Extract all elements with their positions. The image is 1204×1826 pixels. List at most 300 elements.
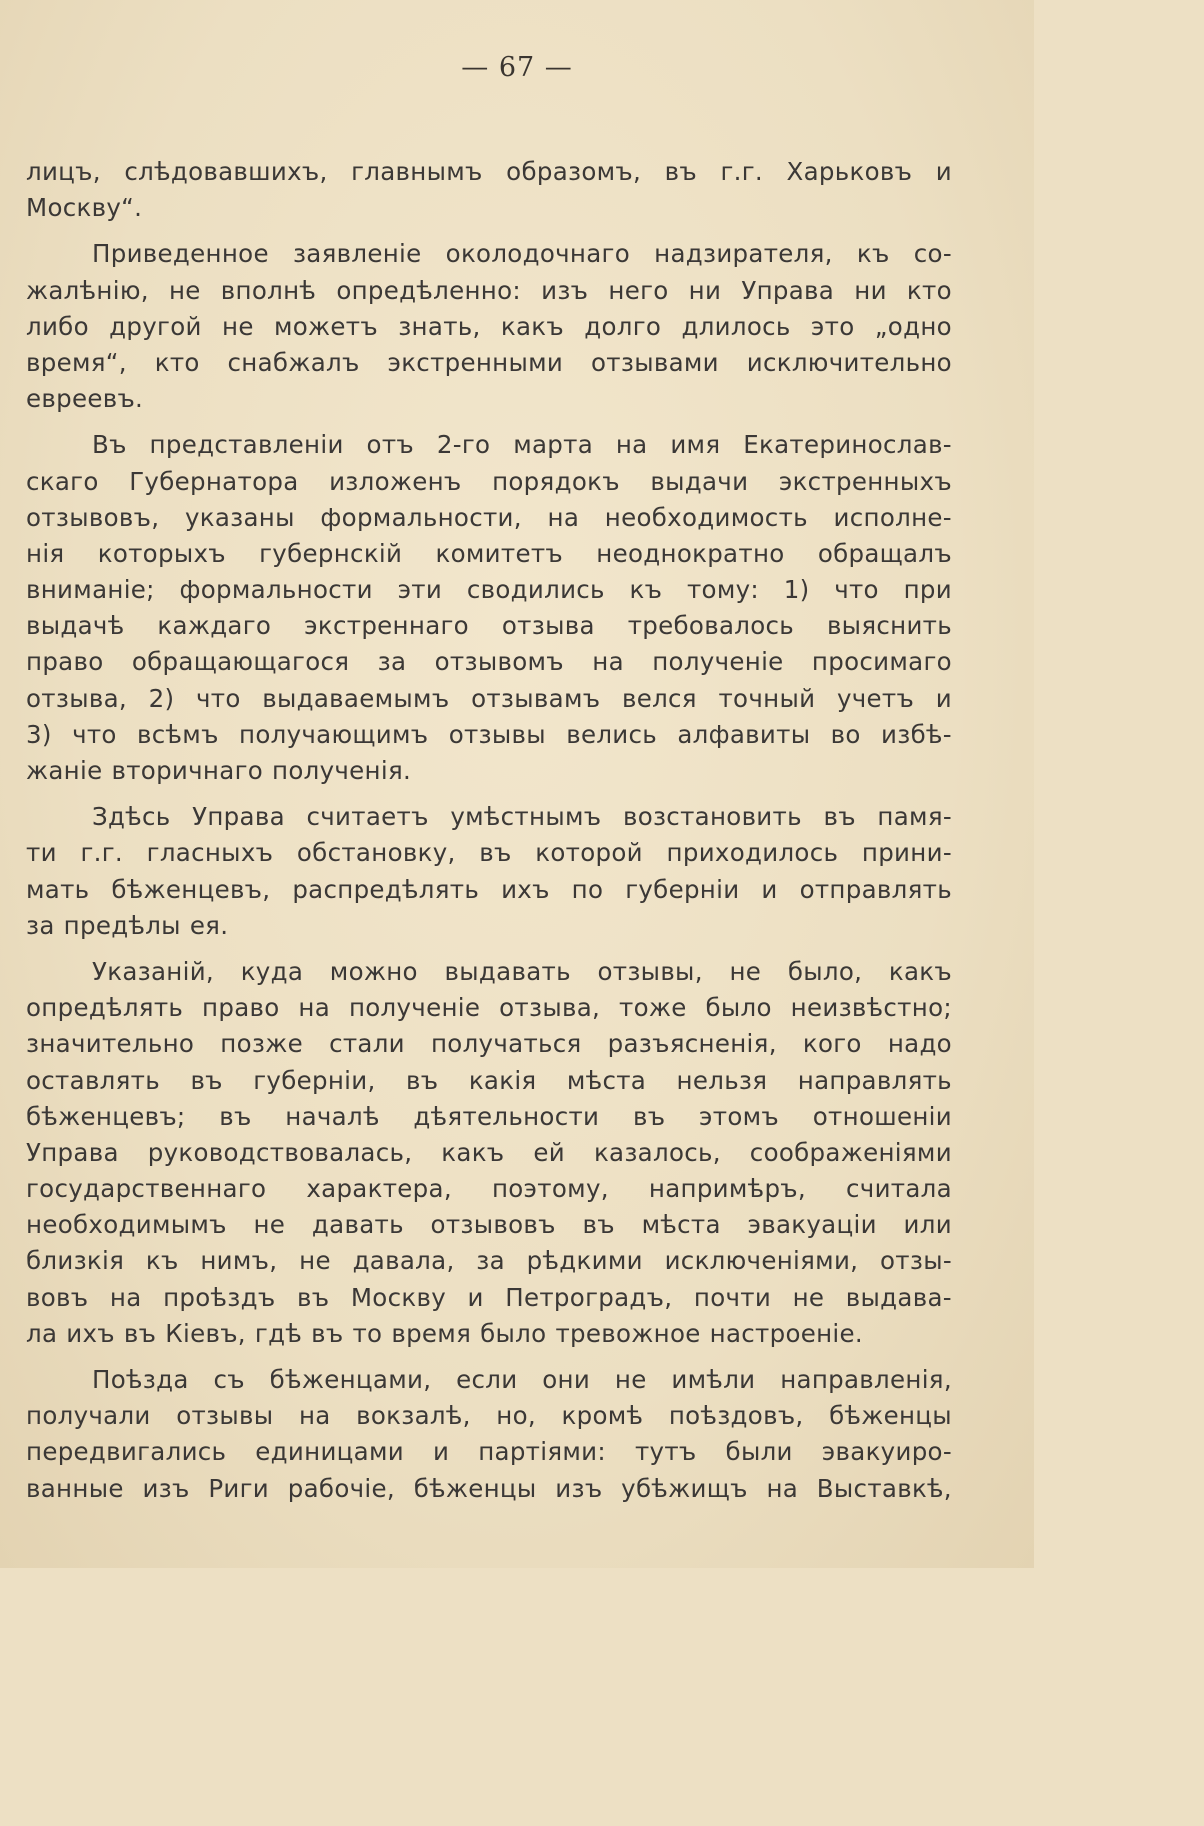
- word: въ: [823, 802, 856, 832]
- word: позже: [220, 1029, 303, 1059]
- word: получаться: [430, 1029, 582, 1059]
- word: формальности: [179, 575, 373, 605]
- word: какъ: [441, 1137, 505, 1167]
- word: въ: [632, 1101, 666, 1131]
- word: Петроградъ,: [505, 1282, 673, 1312]
- word: приходилось: [666, 838, 839, 868]
- word: со-: [913, 239, 952, 269]
- word: и: [761, 874, 778, 904]
- word: Кіевъ,: [165, 1318, 246, 1348]
- word: лицъ,: [26, 157, 101, 186]
- word: которыхъ: [97, 538, 226, 568]
- text-line: [26, 799, 952, 835]
- word: передвигались: [26, 1437, 227, 1467]
- word: опредѣленно:: [336, 275, 521, 305]
- word: снабжалъ: [227, 347, 360, 377]
- word: исполне-: [833, 502, 952, 532]
- word: отзыва,: [26, 683, 127, 713]
- word: по: [571, 874, 604, 904]
- text-line: [26, 608, 952, 644]
- word: отзывы,: [597, 956, 703, 986]
- word: соображеніями: [749, 1137, 952, 1167]
- word: избѣ-: [881, 719, 952, 749]
- word: при: [903, 575, 952, 605]
- word: представленіи: [149, 430, 344, 460]
- word: время“,: [26, 347, 127, 377]
- word: Москву: [350, 1282, 446, 1312]
- word: считала: [846, 1174, 952, 1204]
- word: распредѣлять: [292, 874, 480, 904]
- word: имя: [670, 430, 721, 460]
- word: ни: [688, 275, 722, 305]
- word: экстренными: [387, 347, 564, 377]
- word: бѣженцевъ;: [26, 1101, 186, 1131]
- word: это: [810, 311, 855, 341]
- word: отзыва: [501, 611, 595, 641]
- word: изъ: [541, 275, 589, 305]
- word: вполнѣ: [220, 275, 317, 305]
- word: прини-: [861, 838, 952, 868]
- word: и: [935, 683, 952, 713]
- word: Въ: [92, 430, 127, 460]
- word: него: [608, 275, 669, 305]
- word: 2-го: [436, 430, 491, 460]
- word: направленія,: [780, 1365, 952, 1394]
- word: надзирателя,: [654, 239, 833, 269]
- word: изъ: [555, 1473, 603, 1503]
- word: необходимость: [604, 502, 808, 532]
- word: обращающагося: [131, 647, 350, 677]
- word: эти: [397, 575, 443, 605]
- word: отзывы: [448, 719, 546, 749]
- word: отзывамъ: [471, 683, 601, 713]
- text-line: [26, 190, 952, 226]
- word: губерніи,: [253, 1065, 376, 1095]
- word: напримѣръ,: [648, 1174, 806, 1204]
- word: Губернатора: [129, 466, 299, 496]
- word: отзывовъ,: [26, 502, 160, 532]
- word: давать: [311, 1210, 404, 1240]
- word: жаніе: [26, 756, 103, 785]
- paragraph: [26, 154, 952, 226]
- word: въ: [406, 1065, 439, 1095]
- word: выдаваемымъ: [262, 683, 450, 713]
- word: кто: [154, 347, 200, 377]
- word: велся: [621, 683, 697, 713]
- word: партіями:: [478, 1437, 606, 1467]
- word: имѣли: [671, 1365, 756, 1394]
- text-line: [26, 872, 952, 908]
- word: Поѣзда: [92, 1365, 189, 1394]
- paragraph: [26, 427, 952, 789]
- word: тутъ: [634, 1437, 697, 1467]
- word: кромѣ: [561, 1401, 644, 1431]
- text-line: [26, 1207, 952, 1243]
- word: куда: [240, 956, 304, 986]
- word: на: [592, 647, 624, 677]
- word: въ: [479, 838, 512, 868]
- word: гдѣ: [254, 1318, 303, 1348]
- word: за: [476, 1246, 505, 1276]
- word: можетъ: [273, 311, 378, 341]
- word: ей: [533, 1137, 565, 1167]
- word: выдавать: [444, 956, 571, 986]
- word: въ: [190, 1065, 223, 1095]
- word: началѣ: [285, 1101, 380, 1131]
- word: руководствовалась,: [147, 1137, 413, 1167]
- paragraph: [26, 236, 952, 417]
- word: тоже: [619, 993, 687, 1023]
- text-line: [26, 1471, 952, 1507]
- word: въ: [311, 1318, 344, 1348]
- word: и: [432, 1437, 450, 1467]
- word: ихъ: [66, 1318, 115, 1348]
- word: указаны: [184, 502, 295, 532]
- word: настроеніе.: [709, 1318, 863, 1348]
- word: къ: [629, 575, 663, 605]
- word: исключеніями,: [664, 1246, 859, 1276]
- word: рѣдкими: [526, 1246, 643, 1276]
- word: за: [26, 910, 55, 940]
- word: Харьковъ: [786, 157, 913, 186]
- word: отзывовъ: [430, 1210, 556, 1240]
- word: исключительно: [746, 347, 952, 377]
- word: не: [729, 956, 762, 986]
- word: мѣста: [566, 1065, 647, 1095]
- word: не: [253, 1210, 286, 1240]
- word: кто: [906, 275, 952, 305]
- word: Управа: [26, 1137, 119, 1167]
- word: нія: [26, 538, 65, 568]
- word: этомъ: [699, 1101, 780, 1131]
- word: отзывами: [591, 347, 719, 377]
- word: какъ: [500, 311, 564, 341]
- text-line: [26, 644, 952, 680]
- word: памя-: [877, 802, 952, 832]
- word: полученія.: [272, 756, 412, 785]
- word: другой: [109, 311, 202, 341]
- text-line: [26, 753, 952, 789]
- word: г.г.: [80, 838, 123, 868]
- word: формальности,: [320, 502, 522, 532]
- word: 1): [783, 575, 810, 605]
- word: было: [705, 993, 772, 1023]
- word: Выставкѣ,: [816, 1473, 952, 1503]
- word: каждаго: [157, 611, 272, 641]
- text-line: [26, 464, 952, 500]
- word: характера,: [306, 1174, 452, 1204]
- word: отъ: [366, 430, 415, 460]
- word: было,: [787, 956, 863, 986]
- word: надо: [887, 1029, 952, 1059]
- word: не: [168, 275, 201, 305]
- word: на: [298, 1401, 331, 1431]
- word: государственнаго: [26, 1174, 267, 1204]
- word: требовалось: [627, 611, 795, 641]
- word: выдачи: [650, 466, 749, 496]
- word: разъясненія,: [607, 1029, 777, 1059]
- word: обстановку,: [296, 838, 456, 868]
- text-line: [26, 954, 952, 990]
- word: губерніи: [625, 874, 740, 904]
- word: образомъ,: [506, 157, 642, 186]
- paragraph: [26, 799, 952, 944]
- word: получающимъ: [239, 719, 429, 749]
- word: получали: [26, 1401, 151, 1431]
- word: выдава-: [845, 1282, 952, 1312]
- word: знать,: [398, 311, 481, 341]
- text-line: [26, 681, 952, 717]
- text-line: [26, 1434, 952, 1470]
- word: оставлять: [26, 1065, 160, 1095]
- word: Указаній,: [92, 956, 215, 986]
- word: околодочнаго: [445, 239, 630, 269]
- word: казалось,: [593, 1137, 721, 1167]
- word: скаго: [26, 466, 99, 496]
- word: Екатеринослав-: [743, 430, 952, 460]
- word: было: [480, 1318, 547, 1348]
- page-number: — 67 —: [461, 52, 573, 83]
- word: выдачѣ: [26, 611, 125, 641]
- word: заявленіе: [292, 239, 422, 269]
- text-line: [26, 1063, 952, 1099]
- text-line: [26, 1026, 952, 1062]
- word: въ: [296, 1282, 330, 1312]
- word: вокзалѣ,: [356, 1401, 471, 1431]
- word: „одно: [874, 311, 952, 341]
- word: отзывы: [176, 1401, 274, 1431]
- text-line: [26, 835, 952, 871]
- word: неоднократно: [596, 538, 785, 568]
- word: на: [766, 1473, 799, 1503]
- word: г.г.: [720, 157, 764, 186]
- word: съ: [213, 1365, 245, 1394]
- word: нимъ,: [200, 1246, 278, 1276]
- word: убѣжищъ: [621, 1473, 748, 1503]
- word: можно: [329, 956, 418, 986]
- word: либо: [26, 311, 89, 341]
- word: полученіе: [348, 993, 481, 1023]
- word: право: [202, 993, 280, 1023]
- text-line: [26, 273, 952, 309]
- text-line: [26, 381, 952, 417]
- word: 2): [148, 683, 175, 713]
- word: точный: [718, 683, 816, 713]
- word: Управа: [192, 802, 285, 832]
- word: въ: [123, 1318, 157, 1348]
- text-line: [26, 236, 952, 272]
- word: бѣженцы: [829, 1401, 952, 1431]
- word: комитетъ: [435, 538, 564, 568]
- word: что: [834, 575, 879, 605]
- word: и: [935, 157, 952, 186]
- word: ихъ: [501, 874, 550, 904]
- word: кого: [802, 1029, 862, 1059]
- word: Приведенное: [92, 239, 269, 269]
- word: бѣженцевъ,: [111, 874, 271, 904]
- paragraph: [26, 1362, 952, 1507]
- word: возстановить: [622, 802, 802, 832]
- word: считаетъ: [306, 802, 429, 832]
- word: ла: [26, 1318, 58, 1348]
- word: слѣдовавшихъ,: [124, 157, 328, 186]
- word: отзыва,: [499, 993, 601, 1023]
- text-line: [26, 500, 952, 536]
- word: нельзя: [676, 1065, 768, 1095]
- word: длилось: [681, 311, 791, 341]
- word: отзы-: [880, 1246, 952, 1276]
- word: значительно: [26, 1029, 195, 1059]
- word: просимаго: [811, 647, 952, 677]
- word: эвакуиро-: [821, 1437, 952, 1467]
- text-line: [26, 1398, 952, 1434]
- word: тревожное: [555, 1318, 701, 1348]
- word: на: [615, 430, 648, 460]
- word: всѣмъ: [137, 719, 219, 749]
- word: которой: [535, 838, 643, 868]
- word: если: [456, 1365, 518, 1394]
- word: опредѣлять: [26, 993, 184, 1023]
- word: единицами: [255, 1437, 404, 1467]
- word: ни: [854, 275, 887, 305]
- word: Управа: [741, 275, 835, 305]
- word: что: [195, 683, 241, 713]
- word: вниманіе;: [26, 575, 155, 605]
- word: умѣстнымъ: [450, 802, 602, 832]
- word: бѣженцы: [413, 1473, 537, 1503]
- text-line: [26, 154, 952, 190]
- word: во: [830, 719, 861, 749]
- word: долго: [584, 311, 662, 341]
- word: евреевъ.: [26, 384, 144, 414]
- word: алфавиты: [677, 719, 811, 749]
- word: губернскій: [259, 538, 403, 568]
- word: на: [298, 993, 331, 1023]
- word: ти: [26, 838, 57, 868]
- text-line: [26, 572, 952, 608]
- word: изложенъ: [329, 466, 462, 496]
- word: проѣздъ: [163, 1282, 276, 1312]
- word: велись: [566, 719, 658, 749]
- word: они: [542, 1365, 591, 1394]
- text-line: [26, 1243, 952, 1279]
- word: какія: [468, 1065, 537, 1095]
- word: рабочіе,: [287, 1473, 395, 1503]
- text-line: [26, 908, 952, 944]
- body-text: [26, 154, 952, 1517]
- word: какъ: [888, 956, 952, 986]
- word: Риги: [208, 1473, 270, 1503]
- word: отправлять: [799, 874, 952, 904]
- text-line: [26, 1135, 952, 1171]
- word: право: [26, 647, 104, 677]
- word: выяснить: [826, 611, 952, 641]
- text-line: [26, 1171, 952, 1207]
- text-line: [26, 1362, 952, 1398]
- word: близкія: [26, 1246, 125, 1276]
- word: или: [903, 1210, 952, 1240]
- text-line: [26, 990, 952, 1026]
- word: Москву“.: [26, 193, 143, 223]
- word: въ: [582, 1210, 615, 1240]
- word: тому:: [686, 575, 759, 605]
- word: отзывомъ: [434, 647, 564, 677]
- text-line: [26, 1099, 952, 1135]
- word: ванные: [26, 1473, 124, 1503]
- text-line: [26, 1316, 952, 1352]
- word: были: [725, 1437, 793, 1467]
- word: почти: [693, 1282, 772, 1312]
- word: къ: [856, 239, 890, 269]
- word: къ: [145, 1246, 179, 1276]
- word: поѣздовъ,: [668, 1401, 804, 1431]
- text-line: [26, 1280, 952, 1316]
- word: поэтому,: [491, 1174, 609, 1204]
- word: мѣста: [641, 1210, 721, 1240]
- word: не: [299, 1246, 331, 1276]
- paragraph: [26, 954, 952, 1352]
- word: обращалъ: [817, 538, 952, 568]
- word: неизвѣстно;: [790, 993, 952, 1023]
- word: экстреннаго: [304, 611, 469, 641]
- text-line: [26, 309, 952, 345]
- word: изъ: [142, 1473, 190, 1503]
- word: стали: [329, 1029, 405, 1059]
- word: вторичнаго: [111, 756, 264, 785]
- word: направлять: [797, 1065, 952, 1095]
- text-line: [26, 427, 952, 463]
- word: и: [467, 1282, 484, 1312]
- text-line: [26, 536, 952, 572]
- word: то: [352, 1318, 383, 1348]
- word: дѣятельности: [413, 1101, 600, 1131]
- word: экстренныхъ: [778, 466, 952, 496]
- word: въ: [664, 157, 697, 186]
- text-line: [26, 717, 952, 753]
- word: главнымъ: [351, 157, 483, 186]
- word: за: [377, 647, 407, 677]
- word: полученіе: [652, 647, 784, 677]
- word: но,: [496, 1401, 536, 1431]
- word: на: [109, 1282, 142, 1312]
- word: предѣлы: [63, 910, 181, 940]
- word: гласныхъ: [146, 838, 274, 868]
- word: вовъ: [26, 1282, 89, 1312]
- word: ея.: [189, 910, 229, 940]
- word: отношеніи: [812, 1101, 952, 1131]
- word: порядокъ: [492, 466, 620, 496]
- word: не: [614, 1365, 647, 1394]
- word: учетъ: [836, 683, 915, 713]
- word: марта: [513, 430, 594, 460]
- word: не: [222, 311, 254, 341]
- word: сводились: [466, 575, 605, 605]
- word: мать: [26, 874, 90, 904]
- word: бѣженцами,: [269, 1365, 432, 1394]
- word: эвакуаціи: [747, 1210, 877, 1240]
- word: необходимымъ: [26, 1210, 227, 1240]
- word: что: [72, 719, 117, 749]
- text-line: [26, 345, 952, 381]
- word: не: [792, 1282, 825, 1312]
- word: давала,: [352, 1246, 455, 1276]
- word: жалѣнію,: [26, 275, 149, 305]
- word: въ: [219, 1101, 252, 1131]
- word: время: [391, 1318, 472, 1348]
- word: на: [547, 502, 580, 532]
- word: Здѣсь: [92, 802, 171, 832]
- word: 3): [26, 719, 52, 749]
